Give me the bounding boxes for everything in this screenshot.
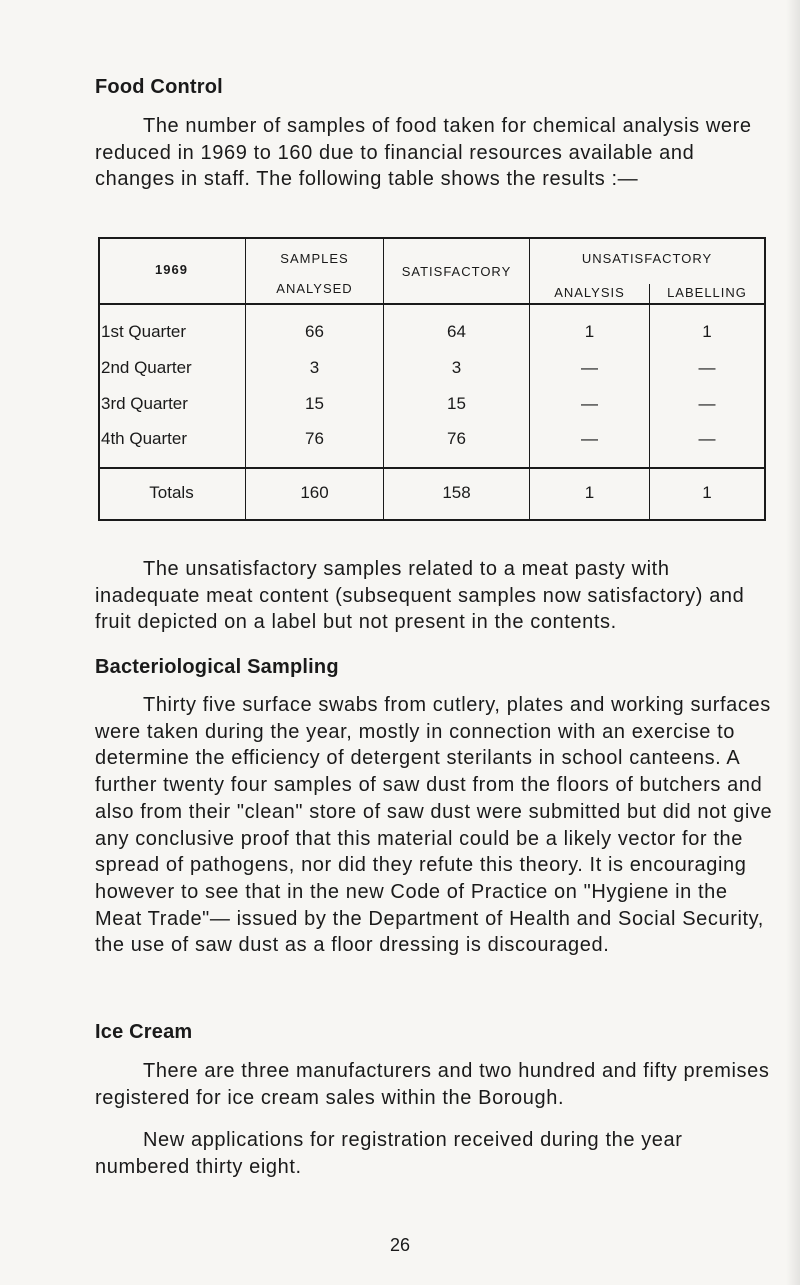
table-border-bottom xyxy=(98,519,766,521)
page-number: 26 xyxy=(389,1235,411,1255)
year-header: 1969 xyxy=(155,262,188,277)
samples-header: SAMPLES xyxy=(280,251,349,266)
analysis-header: ANALYSIS xyxy=(554,285,625,300)
analysis-cell: — xyxy=(581,358,598,377)
column-line-1 xyxy=(245,237,246,521)
column-line-2 xyxy=(383,237,384,521)
samples-cell: 15 xyxy=(305,394,324,413)
unsatisfactory-paragraph: The unsatisfactory samples related to a meat pasty with inadequate meat content (subsequent samples now satisfactory) and fruit depicted on a label but not present in the contents. xyxy=(95,558,745,634)
table-border-left xyxy=(98,237,100,521)
totals-divider xyxy=(98,467,766,469)
samples-cell: 76 xyxy=(305,429,324,448)
page-edge-shadow xyxy=(786,0,800,1285)
results-table xyxy=(98,237,766,521)
labelling-cell: — xyxy=(698,429,716,448)
totals-satisfactory: 158 xyxy=(442,483,471,502)
satisfactory-cell: 3 xyxy=(451,358,462,377)
row-label: 1st Quarter xyxy=(101,322,187,341)
row-label: 4th Quarter xyxy=(101,429,187,448)
labelling-cell: 1 xyxy=(702,322,712,341)
row-label: 2nd Quarter xyxy=(101,358,192,377)
food-control-paragraph: The number of samples of food taken for chemical analysis were reduced in 1969 to 160 due to financial resources available and changes in staff. The following table shows the results :— xyxy=(95,115,752,191)
labelling-cell: — xyxy=(698,394,716,413)
totals-samples: 160 xyxy=(300,483,329,502)
totals-label: Totals xyxy=(149,483,194,502)
samples-cell: 3 xyxy=(309,358,320,377)
column-line-3 xyxy=(529,237,530,521)
labelling-header: LABELLING xyxy=(667,285,747,300)
table-border-right xyxy=(764,237,766,521)
labelling-cell: — xyxy=(698,358,716,377)
header-divider xyxy=(98,303,766,305)
satisfactory-cell: 15 xyxy=(447,394,466,413)
satisfactory-header: SATISFACTORY xyxy=(401,264,512,279)
totals-analysis: 1 xyxy=(584,483,595,502)
unsatisfactory-header: UNSATISFACTORY xyxy=(581,251,713,266)
satisfactory-cell: 76 xyxy=(447,429,466,448)
ice-cream-paragraph-1: There are three manufacturers and two hundred and fifty premises registered for ice cream sales within the Borough. xyxy=(95,1060,770,1109)
totals-labelling: 1 xyxy=(702,483,712,502)
table-border-top xyxy=(98,237,766,239)
satisfactory-cell: 64 xyxy=(447,322,466,341)
analysis-cell: — xyxy=(581,429,598,448)
analysed-header: ANALYSED xyxy=(276,281,353,296)
analysis-cell: 1 xyxy=(584,322,595,341)
row-label: 3rd Quarter xyxy=(101,394,188,413)
samples-cell: 66 xyxy=(305,322,324,341)
analysis-cell: — xyxy=(581,394,598,413)
ice-cream-heading: Ice Cream xyxy=(95,1021,193,1043)
bacteriological-heading: Bacteriological Sampling xyxy=(95,656,339,678)
bacteriological-paragraph: Thirty five surface swabs from cutlery, plates and working surfaces were taken during the year, mostly in connection with an exercise to determine the efficiency of detergent sterilants in school canteens. A further twenty four samples of saw dust from the floors of butchers and also from their "clean" store of saw dust were submitted but did not give any conclusive proof that this material could be a likely vector for the spread of pathogens, nor did they refute this theory. It is encouraging however to see that in the new Code of Practice on "Hygiene in the Meat Trade"— issued by the Department of Health and Social Security, the use of saw dust as a floor dressing is discouraged. xyxy=(95,694,773,957)
ice-cream-paragraph-2: New applications for registration received during the year numbered thirty eight. xyxy=(95,1129,683,1178)
food-control-heading: Food Control xyxy=(95,76,223,98)
